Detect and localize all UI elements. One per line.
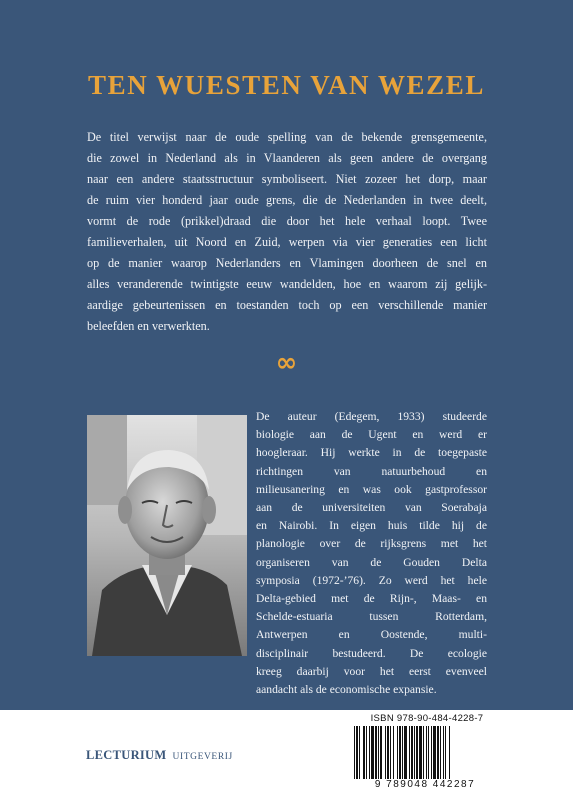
bio-line: organiseren van de Gouden Delta bbox=[256, 555, 487, 569]
publisher-sub: UITGEVERIJ bbox=[172, 752, 233, 762]
bio-line: biologie aan de Ugent en werd er bbox=[256, 428, 487, 442]
publisher-logo bbox=[86, 746, 233, 764]
infinity-divider-icon: ∞ bbox=[275, 348, 298, 378]
bio-line: hoogleraar. Hij werkte in de toegepaste bbox=[256, 446, 487, 460]
author-portrait-icon bbox=[87, 415, 247, 656]
bio-line: aan de universiteiten van Soerabaja bbox=[256, 501, 487, 515]
blurb-line: op de manier waarop Nederlanders en Vlamingen doorheen de snel en bbox=[87, 256, 487, 270]
bio-line: en Nairobi. In eigen huis tilde hij de bbox=[256, 519, 487, 533]
blurb-line: vormt de rode (prikkel)draad die door het hele verhaal loopt. Twee bbox=[87, 214, 487, 228]
blurb-line: die zowel in Nederland als in Vlaanderen als geen andere de overgang bbox=[87, 151, 487, 165]
bio-line: aandacht als de economische expansie. bbox=[256, 683, 437, 697]
bio-line: Delta-gebied met de Rijn-, Maas- en bbox=[256, 592, 487, 606]
blurb-line: de ruim vier honderd jaar oude grens, die de Nederlanden in twee deelt, bbox=[87, 193, 487, 207]
publisher-brand: LECTURIUM bbox=[86, 748, 167, 762]
author-biography bbox=[256, 408, 487, 699]
bio-line: milieusanering en was ook gastprofessor bbox=[256, 482, 487, 496]
blurb-line: beleefden en verwerkten. bbox=[87, 319, 210, 333]
blurb-line: aardige gebeurtenissen en toestanden toch op een verschillende manier bbox=[87, 298, 487, 312]
bio-line: disciplinair bestudeerd. De ecologie bbox=[256, 646, 487, 660]
bio-line: richtingen van natuurbehoud en bbox=[256, 464, 487, 478]
bio-line: Antwerpen en Oostende, multi- bbox=[256, 628, 487, 642]
bio-line: planologie over de rijksgrens met het bbox=[256, 537, 487, 551]
blurb-line: De titel verwijst naar de oude spelling van de bekende grensgemeente, bbox=[87, 130, 487, 144]
bio-line: kreeg daarbij voor het eerst evenveel bbox=[256, 664, 487, 678]
isbn-label: ISBN 978-90-484-4228-7 bbox=[370, 713, 484, 724]
barcode-icon bbox=[350, 726, 500, 784]
bio-line: De auteur (Edegem, 1933) studeerde bbox=[256, 410, 487, 423]
blurb-line: alles veranderende twintigste eeuw wandelden, hoe en waarom zij gelijk- bbox=[87, 277, 487, 291]
blurb-line: naar een andere staatsstructuur symboliseert. Niet zozeer het dorp, maar bbox=[87, 172, 487, 186]
barcode-digits: 9 789048 442287 bbox=[350, 779, 500, 790]
bio-line: Schelde-estuaria tussen Rotterdam, bbox=[256, 610, 487, 624]
book-blurb bbox=[87, 127, 487, 337]
blurb-line: familieverhalen, uit Noord en Zuid, werpen via vier generaties een licht bbox=[87, 235, 487, 249]
bio-line: symposia (1972-’76). Zo werd het hele bbox=[256, 573, 487, 587]
author-photo bbox=[87, 415, 247, 656]
book-title: TEN WUESTEN VAN WEZEL bbox=[88, 70, 485, 100]
